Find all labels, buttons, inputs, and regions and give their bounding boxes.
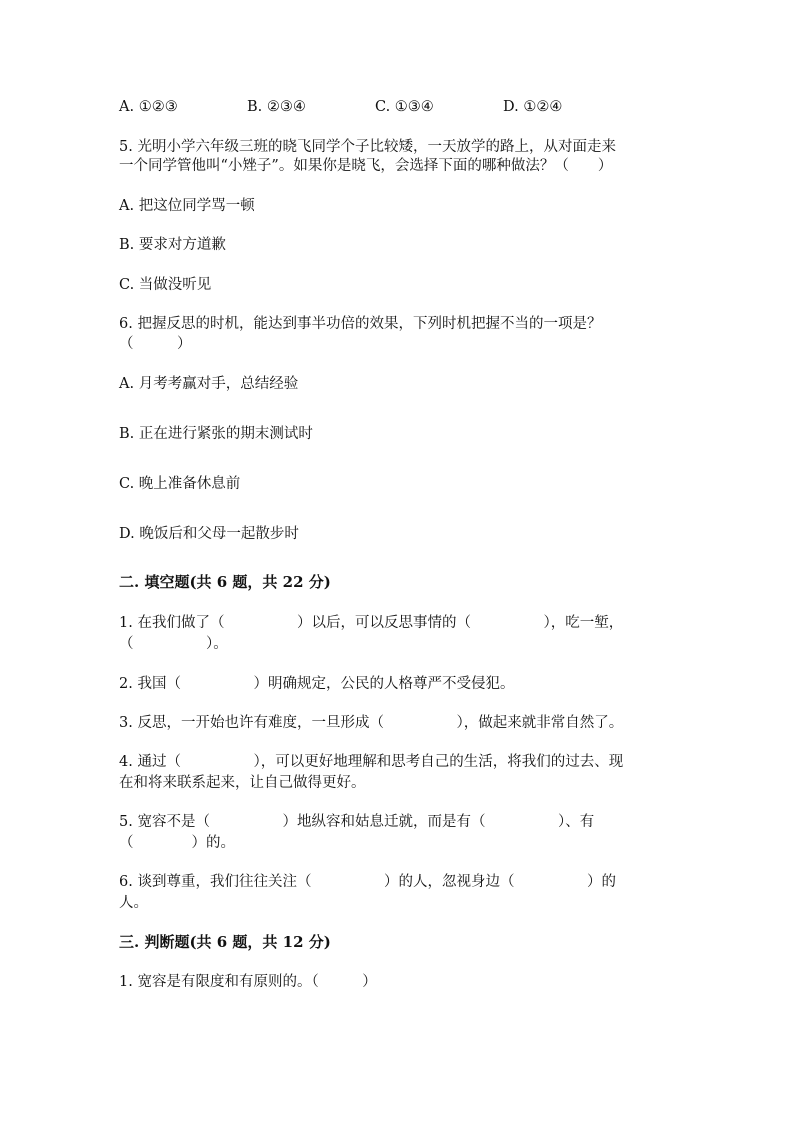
q4-option-c[interactable]: C. ①③④	[375, 99, 434, 115]
q6-option-c[interactable]: C. 晚上准备休息前	[119, 476, 241, 492]
q6-option-a[interactable]: A. 月考考赢对手，总结经验	[119, 376, 299, 392]
fill-q6-line2: 人。	[119, 895, 148, 911]
fill-q4-line1: 4. 通过（ ），可以更好地理解和思考自己的生活，将我们的过去、现	[119, 754, 624, 770]
q5-option-c[interactable]: C. 当做没听见	[119, 277, 212, 293]
fill-q1-line2: （ ）。	[119, 636, 228, 652]
section3-heading: 三. 判断题(共 6 题，共 12 分)	[119, 933, 331, 951]
fill-q1-line1: 1. 在我们做了（ ）以后，可以反思事情的（ ），吃一堑，	[119, 615, 624, 631]
q4-option-d[interactable]: D. ①②④	[503, 99, 563, 115]
q5-option-b[interactable]: B. 要求对方道歉	[119, 237, 226, 253]
q6-option-b[interactable]: B. 正在进行紧张的期末测试时	[119, 426, 313, 442]
q6-stem-line1: 6. 把握反思的时机，能达到事半功倍的效果，下列时机把握不当的一项是？	[119, 316, 602, 332]
q6-stem-line2: （ ）	[119, 336, 192, 352]
q4-option-b[interactable]: B. ②③④	[247, 99, 306, 115]
fill-q2: 2. 我国（ ）明确规定，公民的人格尊严不受侵犯。	[119, 676, 515, 692]
judge-q1: 1. 宽容是有限度和有原则的。（ ）	[119, 974, 377, 990]
q5-stem-line1: 5. 光明小学六年级三班的晓飞同学个子比较矮，一天放学的路上，从对面走来	[119, 139, 616, 155]
q4-options-row	[0, 100, 794, 116]
q6-option-d[interactable]: D. 晚饭后和父母一起散步时	[119, 526, 299, 542]
fill-q4-line2: 在和将来联系起来，让自己做得更好。	[119, 775, 366, 791]
section2-heading: 二. 填空题(共 6 题，共 22 分)	[119, 573, 331, 591]
fill-q6-line1: 6. 谈到尊重，我们往往关注（ ）的人，忽视身边（ ）的	[119, 874, 616, 890]
q4-option-a[interactable]: A. ①②③	[119, 99, 178, 115]
q5-stem-line2: 一个同学管他叫“小矬子”。如果你是晓飞，会选择下面的哪种做法？（ ）	[119, 158, 613, 174]
fill-q5-line1: 5. 宽容不是（ ）地纵容和姑息迁就，而是有（ ）、有	[119, 814, 595, 830]
fill-q5-line2: （ ）的。	[119, 835, 235, 851]
q5-option-a[interactable]: A. 把这位同学骂一顿	[119, 198, 255, 214]
fill-q3: 3. 反思，一开始也许有难度，一旦形成（ ），做起来就非常自然了。	[119, 715, 624, 731]
